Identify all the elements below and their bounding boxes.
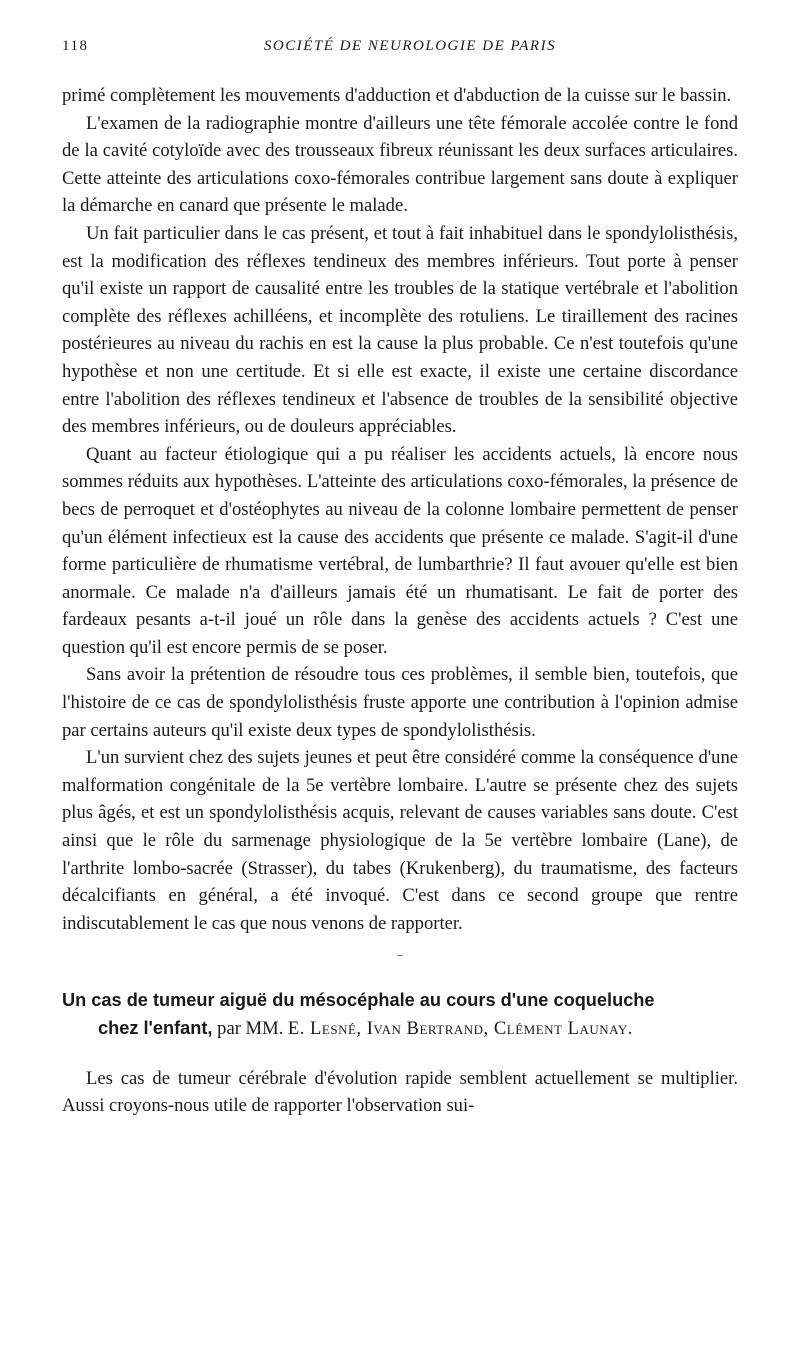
paragraph: Sans avoir la prétention de résoudre tous ces problèmes, il semble bien, toutefois, que l'histoire de ce cas de spondylolisthésis fruste apporte une contribution à l'opinion admise par certains auteurs qu'il existe deux types de spondylolisthésis.: [62, 664, 738, 741]
paragraph: L'examen de la radiographie montre d'ailleurs une tête fémorale accolée contre le fond de la cavité cotyloïde avec des trousseaux fibreux réunissant les deux surfaces articulaires. Cette atteinte des articulations coxo-fémorales contribue largement sans doute à expliquer la démarche en canard que présente le malade.: [62, 112, 738, 217]
paragraph-continued: primé complètement les mouvements d'adduction et d'abduction de la cuisse sur le bassin.: [62, 85, 732, 106]
article-heading: [62, 987, 738, 1042]
article-title-line2: chez l'enfant,: [98, 1018, 213, 1038]
journal-page: [62, 38, 738, 1120]
page-header: [62, 38, 738, 64]
authors: E. Lesné, Ivan Bertrand, Clément Launay.: [287, 1018, 633, 1039]
page-number: 118: [62, 38, 89, 54]
paragraph: Un fait particulier dans le cas présent, et tout à fait inhabituel dans le spondylolisthésis, est la modification des réflexes tendineux des membres inférieurs. Tout porte à penser qu'il existe un rapport de causalité entre les troubles de la statique vertébrale et l'abolition complète des réflexes achilléens, et incomplète des rotuliens. Le tiraillement des racines postérieures au niveau du rachis en est la cause la plus probable. Ce n'est toutefois qu'une hypothèse et non une certitude. Et si elle est exacte, il existe une certaine discordance entre l'abolition des réflexes tendineux et l'absence de troubles de la sensibilité objective des membres inférieurs, ou de douleurs appréciables.: [62, 222, 738, 438]
paragraph: Quant au facteur étiologique qui a pu réaliser les accidents actuels, là encore nous sommes réduits aux hypothèses. L'atteinte des articulations coxo-fémorales, la présence de becs de perroquet et d'ostéophytes au niveau de la colonne lombaire permettent de penser qu'un élément infectieux est la cause des accidents que présente ce malade. S'agit-il d'une forme particulière de rhumatisme vertébral, de lumbarthrie? Il faut avouer qu'elle est bien anormale. Ce malade n'a d'ailleurs jamais été un rhumatisant. Le fait de porter des fardeaux pesants a-t-il joué un rôle dans la genèse des accidents actuels ? C'est une question qu'il est encore permis de se poser.: [62, 443, 738, 658]
article-intro: Les cas de tumeur cérébrale d'évolution rapide semblent actuellement se multiplier. Aussi croyons-nous utile de rapporter l'observation sui-: [62, 1067, 738, 1117]
running-title: SOCIÉTÉ DE NEUROLOGIE DE PARIS: [263, 38, 557, 54]
byline-prefix: par MM.: [217, 1018, 284, 1039]
article-title-line1: Un cas de tumeur aiguë du mésocéphale au cours d'une coqueluche: [62, 990, 655, 1011]
article-body: [62, 82, 738, 937]
paragraph: L'un survient chez des sujets jeunes et peut être considéré comme la conséquence d'une malformation congénitale de la 5e vertèbre lombaire. L'autre se présente chez des sujets plus âgés, et est un spondylolisthésis acquis, relevant de causes variables sans doute. C'est ainsi que le rôle du sarmenage physiologique de la 5e vertèbre lombaire (Lane), de l'arthrite lombo-sacrée (Strasser), du tabes (Krukenberg), du traumatisme, des facteurs décalcifiants en général, a été invoqué. C'est dans ce second groupe que rentre indiscutablement le cas que nous venons de rapporter.: [62, 747, 738, 934]
section-separator: –: [397, 947, 403, 962]
